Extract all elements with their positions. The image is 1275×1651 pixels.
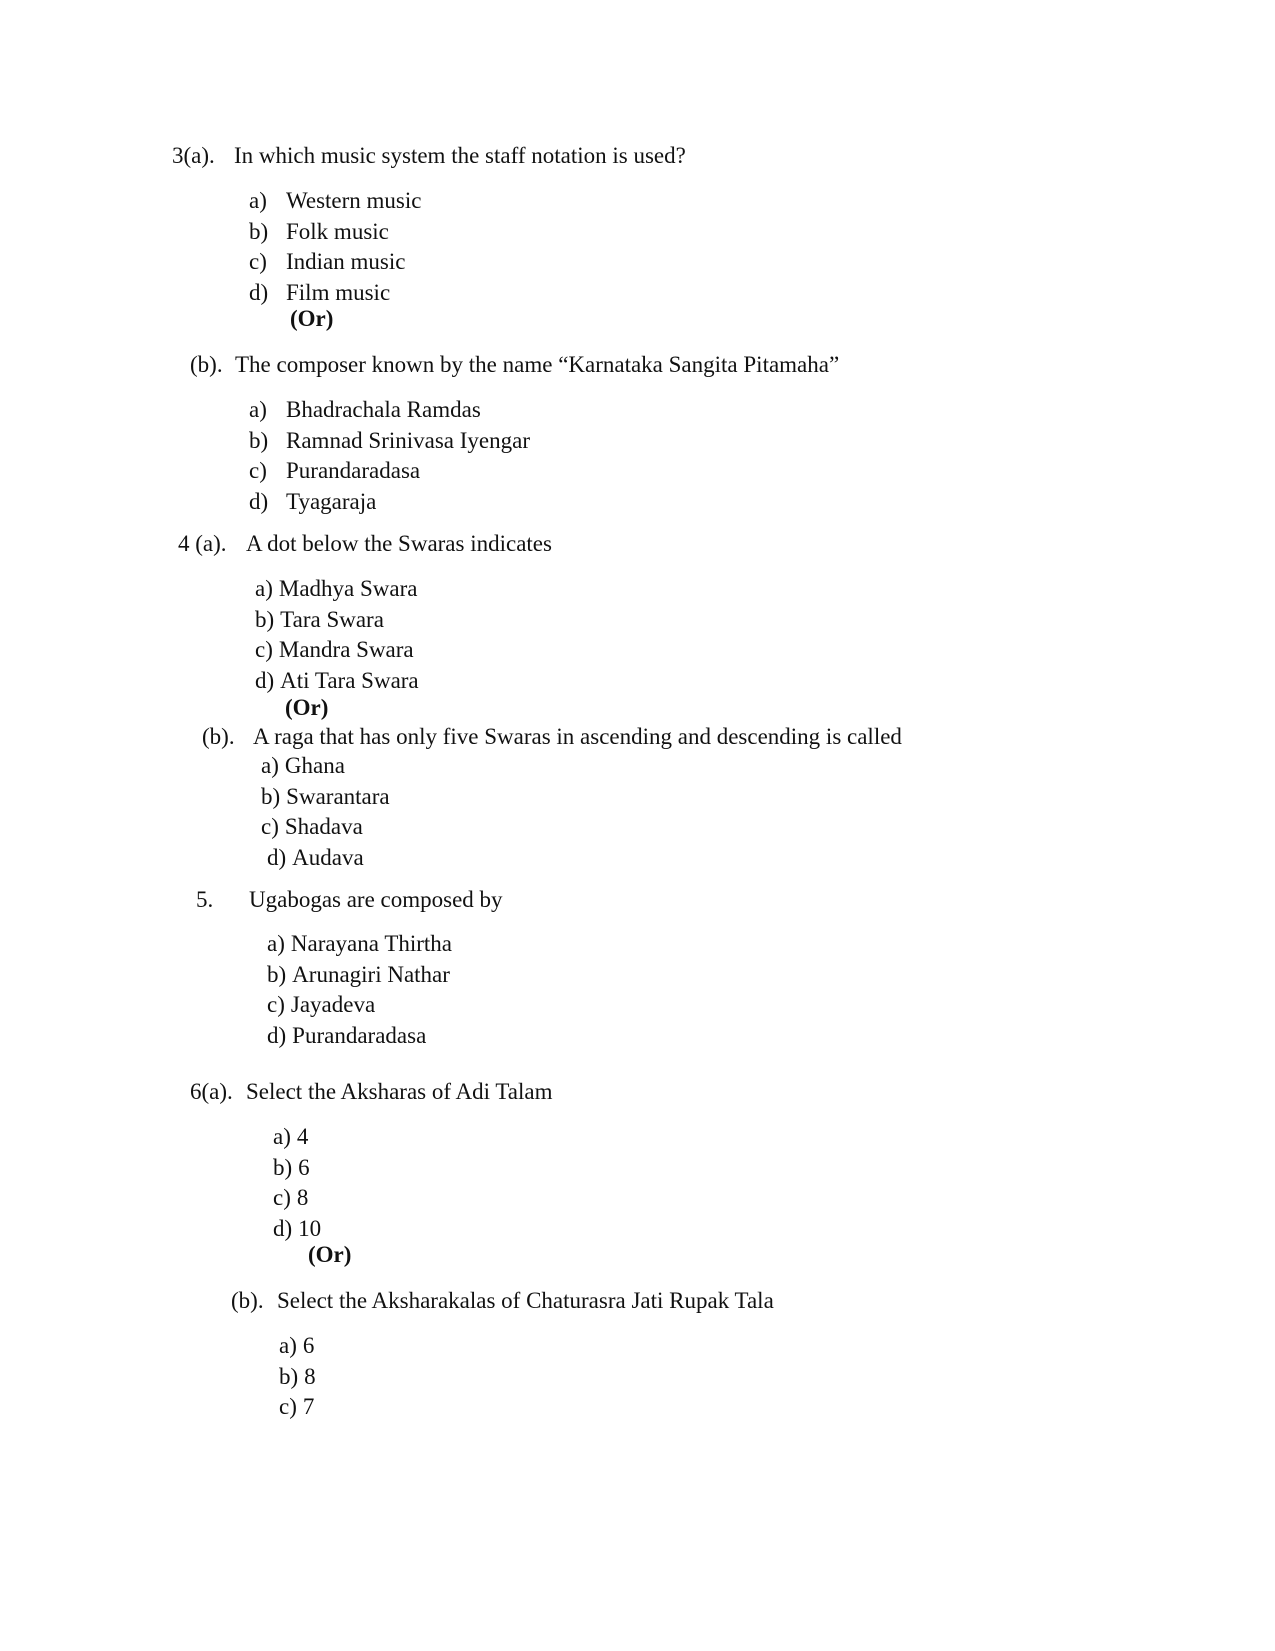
options-list [267,930,452,1053]
or-separator: (Or) [290,306,334,331]
question-4b [202,723,962,751]
option-item: b) 8 [279,1363,316,1389]
question-number: (b). [190,352,223,377]
question-text: Select the Aksharakalas of Chaturasra Jati Rupak Tala [277,1288,774,1313]
question-3b [190,351,910,379]
option-item: c) 7 [279,1394,315,1420]
question-text: A dot below the Swaras indicates [246,531,552,556]
option-item: a) Narayana Thirtha [267,931,453,956]
question-text: In which music system the staff notation is used? [234,143,686,168]
options-list [273,1123,321,1246]
question-number: 4 (a). [178,531,227,556]
question-4a [178,530,778,558]
or-separator: (Or) [308,1242,352,1267]
option-item: d) Ati Tara Swara [255,668,419,694]
option-item: b) Tara Swara [255,606,384,632]
option-item: d) Purandaradasa [267,1023,427,1049]
or-separator: (Or) [285,695,329,720]
question-text: A raga that has only five Swaras in ascending and descending is called [253,724,902,749]
option-item: a) Ghana [261,753,345,778]
option-item: d) 10 [273,1216,322,1242]
option-item: c) Shadava [261,814,363,840]
options-list [279,1332,316,1424]
question-text: The composer known by the name “Karnataka Sangita Pitamaha” [235,352,840,377]
option-item: c) Mandra Swara [255,637,414,663]
option-item: a) Madhya Swara [255,576,418,601]
exam-page: 3(a). In which music system the staff notation is used? a) Western music b) Folk music c) Indian music d) Film music (Or) (b). The composer known by the name “Karnataka Sangita Pitamaha” a) Bhadrachala Ramdas b) Ramnad Srinivasa Iyengar c) Purandaradasa d) Tyagaraja 4 (a). A dot below the Swaras indicates a) Madhya Swara b) Tara Swara c) Mandra Swara d) Ati Tara Swara (Or) (b). A raga that has only five Swaras in ascending and descending is called a) Ghana b) Swarantara c) Shadava d) Audava 5. Ugabogas are composed by a) Narayana Thirtha b) Arunagiri Nathar c) Jayadeva d) Purandaradasa 6(a). Select the Aksharas of Adi Talam a) 4 b) 6 c) 8 d) 10 (Or) (b). Select the Aksharakalas of Chaturasra Jati Rupak Tala a) 6 b) 8 c) 7 [0,0,1275,1651]
option-item: d) Audava [267,845,364,871]
option-item: a) 6 [279,1333,315,1358]
question-number: 6(a). [190,1079,233,1104]
question-number: 3(a). [172,143,215,168]
question-5 [196,886,796,914]
options-list [255,575,419,698]
option-item: b) 6 [273,1154,310,1180]
option-item: b) Swarantara [261,783,390,809]
question-3a [172,142,872,170]
option-item: a) 4 [273,1124,309,1149]
question-6b [231,1287,911,1315]
question-number: (b). [231,1288,264,1313]
option-item: b) Arunagiri Nathar [267,961,450,987]
option-item: c) Jayadeva [267,992,376,1018]
question-6a [190,1078,790,1106]
question-text: Select the Aksharas of Adi Talam [246,1079,553,1104]
options-list [261,752,390,875]
question-text: Ugabogas are composed by [249,887,503,912]
option-item: c) 8 [273,1185,309,1211]
question-number: 5. [196,887,214,912]
question-number: (b). [202,724,235,749]
